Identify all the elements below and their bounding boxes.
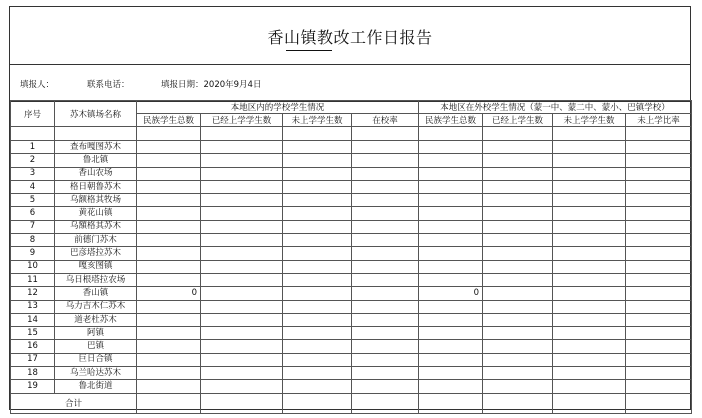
row-local-rate[interactable] xyxy=(352,167,419,180)
row-outside-ratio[interactable] xyxy=(626,141,692,154)
row-name[interactable]: 乌力吉木仁苏木 xyxy=(55,300,137,313)
row-seq[interactable]: 17 xyxy=(11,353,55,366)
header-group-outside: 本地区在外校学生情况（蒙一中、蒙二中、蒙小、巴镇学校） xyxy=(419,101,692,114)
row-outside-not-attending[interactable] xyxy=(553,234,626,247)
row-outside-attending[interactable] xyxy=(483,194,553,207)
row-outside-attending[interactable] xyxy=(483,300,553,313)
row-local-attending[interactable] xyxy=(201,340,283,353)
table-row xyxy=(11,247,692,260)
row-outside-not-attending[interactable] xyxy=(553,380,626,393)
row-name[interactable]: 巴彦塔拉苏木 xyxy=(55,247,137,260)
row-local-not-attending[interactable] xyxy=(283,207,352,220)
row-local-not-attending[interactable] xyxy=(283,313,352,326)
row-outside-not-attending[interactable] xyxy=(553,220,626,233)
row-name[interactable]: 乌额格其牧场 xyxy=(55,194,137,207)
row-outside-ratio[interactable] xyxy=(626,154,692,167)
row-outside-not-attending[interactable] xyxy=(553,340,626,353)
row-local-attending[interactable] xyxy=(201,180,283,193)
row-outside-attending[interactable] xyxy=(483,313,553,326)
title-area xyxy=(10,7,690,65)
row-local-not-attending[interactable] xyxy=(283,260,352,273)
row-outside-not-attending[interactable] xyxy=(553,207,626,220)
row-outside-ratio[interactable] xyxy=(626,380,692,393)
row-name[interactable]: 道老杜苏木 xyxy=(55,313,137,326)
row-outside-ratio[interactable] xyxy=(626,287,692,300)
row-name[interactable]: 格日朝鲁苏木 xyxy=(55,180,137,193)
row-outside-total[interactable] xyxy=(419,380,483,393)
row-outside-not-attending[interactable] xyxy=(553,367,626,380)
row-local-rate[interactable] xyxy=(352,180,419,193)
row-outside-total[interactable] xyxy=(419,260,483,273)
row-local-total[interactable] xyxy=(137,194,201,207)
table-row xyxy=(11,367,692,380)
row-local-rate[interactable] xyxy=(352,273,419,286)
header-local-attending: 已经上学学生数 xyxy=(201,114,283,127)
row-local-attending[interactable] xyxy=(201,234,283,247)
total-cell[interactable] xyxy=(137,393,201,413)
table-row xyxy=(11,234,692,247)
table-row xyxy=(11,220,692,233)
row-seq[interactable]: 3 xyxy=(11,167,55,180)
row-seq[interactable]: 1 xyxy=(11,141,55,154)
header-outside-attending: 已经上学生数 xyxy=(483,114,553,127)
row-outside-ratio[interactable] xyxy=(626,367,692,380)
row-local-rate[interactable] xyxy=(352,260,419,273)
row-seq[interactable]: 11 xyxy=(11,273,55,286)
row-seq[interactable]: 18 xyxy=(11,367,55,380)
row-seq[interactable]: 9 xyxy=(11,247,55,260)
row-local-attending[interactable] xyxy=(201,207,283,220)
row-local-not-attending[interactable] xyxy=(283,353,352,366)
row-name[interactable]: 鲁北镇 xyxy=(55,154,137,167)
row-outside-ratio[interactable] xyxy=(626,327,692,340)
row-local-rate[interactable] xyxy=(352,154,419,167)
total-cell[interactable] xyxy=(201,393,283,413)
row-local-not-attending[interactable] xyxy=(283,247,352,260)
row-local-total[interactable] xyxy=(137,207,201,220)
row-outside-total[interactable] xyxy=(419,154,483,167)
row-outside-ratio[interactable] xyxy=(626,194,692,207)
row-name[interactable]: 前德门苏木 xyxy=(55,234,137,247)
table-row xyxy=(11,167,692,180)
row-local-not-attending[interactable] xyxy=(283,327,352,340)
row-local-not-attending[interactable] xyxy=(283,234,352,247)
row-local-total[interactable] xyxy=(137,260,201,273)
row-local-rate[interactable] xyxy=(352,380,419,393)
row-local-total[interactable] xyxy=(137,340,201,353)
row-seq[interactable]: 10 xyxy=(11,260,55,273)
row-local-rate[interactable] xyxy=(352,367,419,380)
row-local-rate[interactable] xyxy=(352,353,419,366)
row-outside-attending[interactable] xyxy=(483,380,553,393)
row-seq[interactable]: 8 xyxy=(11,234,55,247)
row-outside-total[interactable] xyxy=(419,353,483,366)
row-outside-attending[interactable] xyxy=(483,353,553,366)
row-outside-not-attending[interactable] xyxy=(553,154,626,167)
row-local-rate[interactable] xyxy=(352,313,419,326)
header-outside-not-attending: 未上学学生数 xyxy=(553,114,626,127)
row-outside-total[interactable] xyxy=(419,313,483,326)
info-row xyxy=(10,64,690,102)
row-local-attending[interactable] xyxy=(201,167,283,180)
row-seq[interactable]: 16 xyxy=(11,340,55,353)
row-name[interactable]: 巨日合镇 xyxy=(55,353,137,366)
reporter-label: 填报人： xyxy=(20,80,55,90)
row-outside-attending[interactable] xyxy=(483,220,553,233)
table-row xyxy=(11,353,692,366)
header-outside-total: 民族学生总数 xyxy=(419,114,483,127)
total-cell[interactable] xyxy=(553,393,626,413)
row-local-not-attending[interactable] xyxy=(283,167,352,180)
row-local-not-attending[interactable] xyxy=(283,194,352,207)
row-outside-total[interactable] xyxy=(419,167,483,180)
row-local-not-attending[interactable] xyxy=(283,367,352,380)
row-local-total[interactable] xyxy=(137,300,201,313)
row-outside-not-attending[interactable] xyxy=(553,180,626,193)
row-name[interactable]: 乌兰哈达苏木 xyxy=(55,367,137,380)
total-cell[interactable] xyxy=(626,393,692,413)
table-row xyxy=(11,273,692,286)
row-local-not-attending[interactable] xyxy=(283,180,352,193)
row-local-rate[interactable] xyxy=(352,340,419,353)
row-seq[interactable]: 15 xyxy=(11,327,55,340)
row-outside-total[interactable] xyxy=(419,340,483,353)
row-outside-total[interactable] xyxy=(419,367,483,380)
spacer-row xyxy=(11,127,692,141)
row-outside-total[interactable] xyxy=(419,194,483,207)
row-local-not-attending[interactable] xyxy=(283,380,352,393)
row-local-attending[interactable] xyxy=(201,154,283,167)
row-outside-total[interactable] xyxy=(419,327,483,340)
row-local-rate[interactable] xyxy=(352,234,419,247)
header-row-1 xyxy=(11,101,692,114)
row-outside-total[interactable] xyxy=(419,273,483,286)
row-outside-total[interactable] xyxy=(419,207,483,220)
row-local-total[interactable] xyxy=(137,167,201,180)
table-row xyxy=(11,154,692,167)
row-outside-attending[interactable] xyxy=(483,247,553,260)
row-outside-not-attending[interactable] xyxy=(553,327,626,340)
header-local-not-attending: 未上学学生数 xyxy=(283,114,352,127)
row-seq[interactable]: 6 xyxy=(11,207,55,220)
row-local-not-attending[interactable] xyxy=(283,340,352,353)
row-local-total[interactable] xyxy=(137,234,201,247)
row-local-attending[interactable] xyxy=(201,367,283,380)
row-local-rate[interactable] xyxy=(352,247,419,260)
row-outside-total[interactable]: 0 xyxy=(419,287,483,300)
report-table xyxy=(10,100,692,414)
row-outside-ratio[interactable] xyxy=(626,234,692,247)
header-group-local: 本地区内的学校学生情况 xyxy=(137,101,419,114)
row-seq[interactable]: 12 xyxy=(11,287,55,300)
total-cell[interactable] xyxy=(283,393,352,413)
row-local-not-attending[interactable] xyxy=(283,273,352,286)
row-local-attending[interactable] xyxy=(201,313,283,326)
row-local-rate[interactable] xyxy=(352,207,419,220)
table-row xyxy=(11,313,692,326)
total-cell[interactable] xyxy=(483,393,553,413)
row-local-total[interactable]: 0 xyxy=(137,287,201,300)
row-local-total[interactable] xyxy=(137,273,201,286)
row-outside-attending[interactable] xyxy=(483,154,553,167)
table-row xyxy=(11,260,692,273)
row-local-total[interactable] xyxy=(137,313,201,326)
header-local-rate: 在校率 xyxy=(352,114,419,127)
row-outside-total[interactable] xyxy=(419,141,483,154)
row-local-total[interactable] xyxy=(137,141,201,154)
row-outside-attending[interactable] xyxy=(483,234,553,247)
row-local-total[interactable] xyxy=(137,154,201,167)
row-outside-attending[interactable] xyxy=(483,141,553,154)
row-seq[interactable]: 2 xyxy=(11,154,55,167)
table-row xyxy=(11,287,692,300)
row-outside-not-attending[interactable] xyxy=(553,353,626,366)
table-row xyxy=(11,141,692,154)
table-row xyxy=(11,194,692,207)
row-local-total[interactable] xyxy=(137,327,201,340)
row-outside-ratio[interactable] xyxy=(626,260,692,273)
row-local-rate[interactable] xyxy=(352,327,419,340)
header-name: 苏木镇场名称 xyxy=(55,101,137,127)
row-outside-not-attending[interactable] xyxy=(553,260,626,273)
row-outside-attending[interactable] xyxy=(483,260,553,273)
row-local-rate[interactable] xyxy=(352,220,419,233)
row-local-total[interactable] xyxy=(137,220,201,233)
row-local-not-attending[interactable] xyxy=(283,220,352,233)
row-local-attending[interactable] xyxy=(201,287,283,300)
row-outside-attending[interactable] xyxy=(483,340,553,353)
table-row xyxy=(11,340,692,353)
row-outside-ratio[interactable] xyxy=(626,247,692,260)
row-outside-not-attending[interactable] xyxy=(553,273,626,286)
table-row xyxy=(11,180,692,193)
row-outside-ratio[interactable] xyxy=(626,300,692,313)
row-local-not-attending[interactable] xyxy=(283,154,352,167)
row-local-attending[interactable] xyxy=(201,353,283,366)
row-local-not-attending[interactable] xyxy=(283,287,352,300)
row-local-total[interactable] xyxy=(137,380,201,393)
row-local-attending[interactable] xyxy=(201,327,283,340)
row-seq[interactable]: 19 xyxy=(11,380,55,393)
row-name[interactable]: 嘎亥图镇 xyxy=(55,260,137,273)
row-local-not-attending[interactable] xyxy=(283,300,352,313)
report-title: 香山镇教改工作日报告 xyxy=(267,28,433,47)
row-name[interactable]: 香山农场 xyxy=(55,167,137,180)
row-local-rate[interactable] xyxy=(352,287,419,300)
row-seq[interactable]: 4 xyxy=(11,180,55,193)
row-local-attending[interactable] xyxy=(201,260,283,273)
row-name[interactable]: 鲁北街道 xyxy=(55,380,137,393)
row-local-attending[interactable] xyxy=(201,273,283,286)
report-sheet xyxy=(9,6,691,410)
phone-label: 联系电话： xyxy=(87,80,130,90)
row-outside-not-attending[interactable] xyxy=(553,167,626,180)
row-outside-total[interactable] xyxy=(419,234,483,247)
row-local-total[interactable] xyxy=(137,247,201,260)
total-cell[interactable] xyxy=(352,393,419,413)
row-local-rate[interactable] xyxy=(352,194,419,207)
table-row xyxy=(11,327,692,340)
total-label: 合计 xyxy=(11,393,137,413)
row-name[interactable]: 香山镇 xyxy=(55,287,137,300)
row-outside-total[interactable] xyxy=(419,180,483,193)
header-outside-ratio: 未上学比率 xyxy=(626,114,692,127)
row-outside-not-attending[interactable] xyxy=(553,300,626,313)
row-seq[interactable]: 5 xyxy=(11,194,55,207)
row-outside-not-attending[interactable] xyxy=(553,287,626,300)
row-local-attending[interactable] xyxy=(201,141,283,154)
row-outside-attending[interactable] xyxy=(483,167,553,180)
row-local-total[interactable] xyxy=(137,353,201,366)
table-row xyxy=(11,207,692,220)
title-underline xyxy=(286,50,332,51)
table-row xyxy=(11,380,692,393)
row-outside-ratio[interactable] xyxy=(626,220,692,233)
row-outside-ratio[interactable] xyxy=(626,273,692,286)
row-local-not-attending[interactable] xyxy=(283,141,352,154)
row-name[interactable]: 乌日根塔拉农场 xyxy=(55,273,137,286)
row-name[interactable]: 阿镇 xyxy=(55,327,137,340)
row-outside-not-attending[interactable] xyxy=(553,247,626,260)
row-local-attending[interactable] xyxy=(201,300,283,313)
row-name[interactable]: 巴镇 xyxy=(55,340,137,353)
row-outside-not-attending[interactable] xyxy=(553,141,626,154)
row-local-rate[interactable] xyxy=(352,300,419,313)
row-outside-ratio[interactable] xyxy=(626,167,692,180)
row-local-attending[interactable] xyxy=(201,380,283,393)
row-outside-attending[interactable] xyxy=(483,273,553,286)
row-name[interactable]: 查布嘎图苏木 xyxy=(55,141,137,154)
row-outside-not-attending[interactable] xyxy=(553,313,626,326)
row-seq[interactable]: 13 xyxy=(11,300,55,313)
total-cell[interactable] xyxy=(419,393,483,413)
row-outside-total[interactable] xyxy=(419,220,483,233)
row-outside-ratio[interactable] xyxy=(626,180,692,193)
row-outside-ratio[interactable] xyxy=(626,313,692,326)
row-outside-attending[interactable] xyxy=(483,327,553,340)
date-label: 填报日期：2020年9月4日 xyxy=(161,80,262,90)
row-outside-attending[interactable] xyxy=(483,287,553,300)
row-local-attending[interactable] xyxy=(201,247,283,260)
row-outside-ratio[interactable] xyxy=(626,340,692,353)
row-name[interactable]: 乌額格其苏木 xyxy=(55,220,137,233)
row-outside-ratio[interactable] xyxy=(626,353,692,366)
row-outside-total[interactable] xyxy=(419,247,483,260)
row-local-attending[interactable] xyxy=(201,220,283,233)
row-outside-attending[interactable] xyxy=(483,180,553,193)
row-name[interactable]: 黄花山镇 xyxy=(55,207,137,220)
header-local-total: 民族学生总数 xyxy=(137,114,201,127)
row-local-total[interactable] xyxy=(137,367,201,380)
row-outside-ratio[interactable] xyxy=(626,207,692,220)
header-seq: 序号 xyxy=(11,101,55,127)
row-local-total[interactable] xyxy=(137,180,201,193)
row-outside-total[interactable] xyxy=(419,300,483,313)
table-row xyxy=(11,300,692,313)
row-local-rate[interactable] xyxy=(352,141,419,154)
row-outside-attending[interactable] xyxy=(483,207,553,220)
row-outside-not-attending[interactable] xyxy=(553,194,626,207)
row-seq[interactable]: 14 xyxy=(11,313,55,326)
row-seq[interactable]: 7 xyxy=(11,220,55,233)
row-local-attending[interactable] xyxy=(201,194,283,207)
row-outside-attending[interactable] xyxy=(483,367,553,380)
total-row xyxy=(11,393,692,413)
